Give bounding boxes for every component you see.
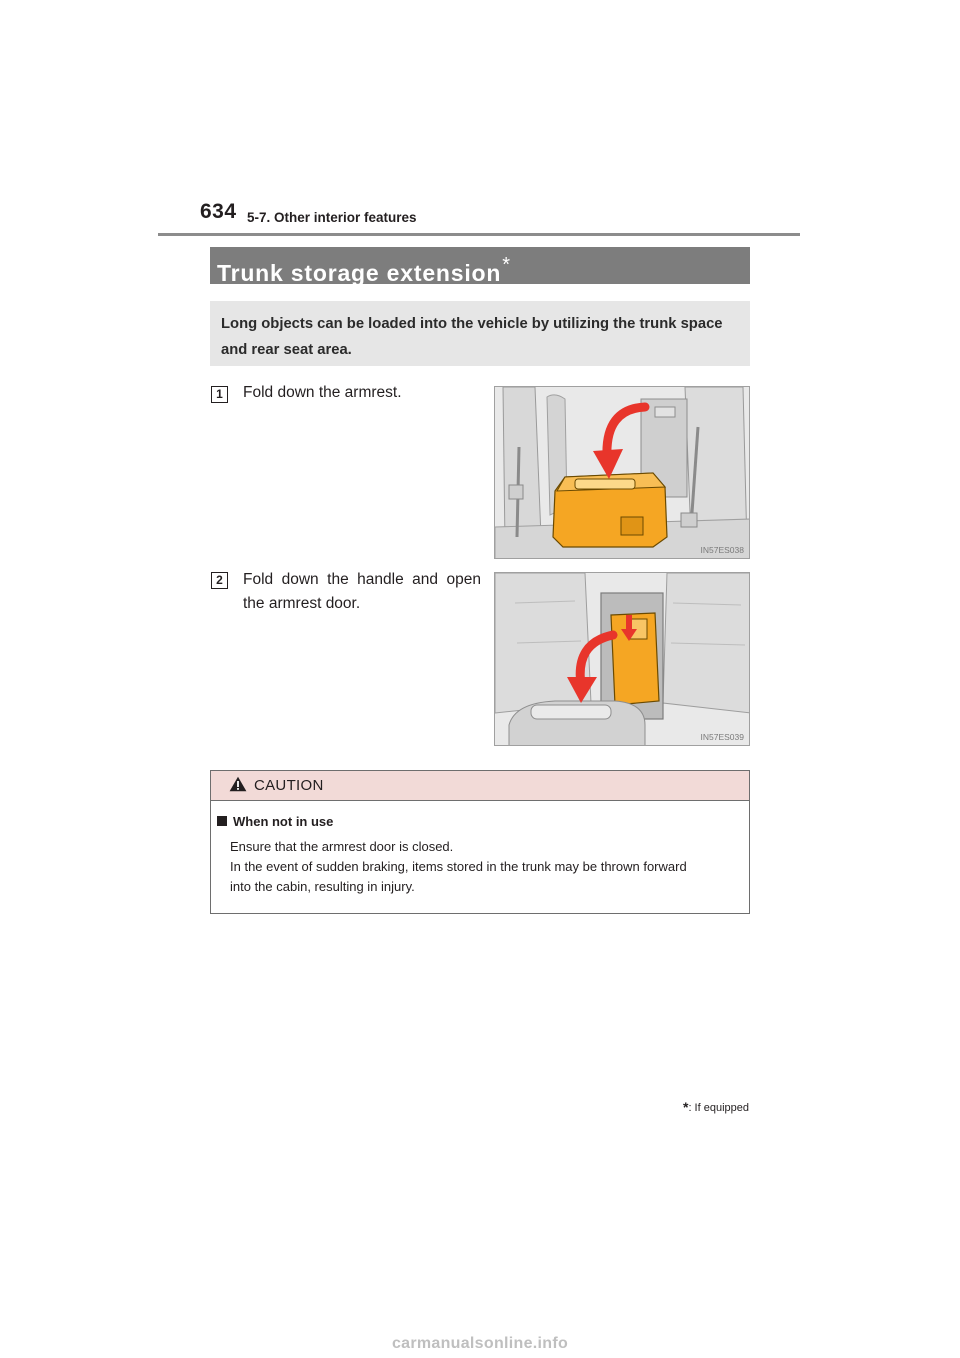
page-number: 634 (200, 200, 237, 223)
caution-line-1: Ensure that the armrest door is closed. (230, 839, 454, 854)
caution-line-3: into the cabin, resulting in injury. (230, 879, 415, 894)
intro-box (210, 301, 750, 366)
step-number-2: 2 (211, 572, 228, 589)
intro-text: Long objects can be loaded into the vehicle by utilizing the trunk space and rear seat area. (221, 316, 723, 358)
caution-subheading (217, 814, 333, 829)
caution-box (210, 770, 750, 914)
step-1-text: Fold down the armrest. (243, 384, 402, 401)
section-title: 5-7. Other interior features (247, 210, 417, 225)
page-title: Trunk storage extension (217, 260, 502, 286)
caution-header (211, 771, 749, 801)
caution-label: CAUTION (254, 777, 324, 794)
warning-triangle-icon (229, 776, 247, 797)
armrest-fold-illustration (494, 386, 750, 559)
if-equipped-asterisk: * (502, 254, 511, 276)
header-divider (158, 233, 800, 236)
illustration-code-2: IN57ES039 (700, 732, 744, 742)
armrest-door-illustration (494, 572, 750, 746)
step-number-1: 1 (211, 386, 228, 403)
footnote (683, 1099, 749, 1115)
caution-line-2: In the event of sudden braking, items stored in the trunk may be thrown forward (230, 859, 687, 874)
illustration-code-1: IN57ES038 (700, 545, 744, 555)
footnote-star: * (682, 1099, 689, 1115)
armrest-fold-drawing (495, 387, 750, 559)
caution-subheading-text: When not in use (233, 814, 334, 829)
step-2-text: Fold down the handle and open the armrest door. (243, 571, 481, 612)
square-bullet-icon (217, 816, 227, 826)
footnote-text: : If equipped (688, 1102, 749, 1114)
page-title-bar (210, 247, 750, 284)
armrest-door-drawing (495, 573, 750, 746)
site-watermark: carmanualsonline.info (391, 1335, 569, 1352)
